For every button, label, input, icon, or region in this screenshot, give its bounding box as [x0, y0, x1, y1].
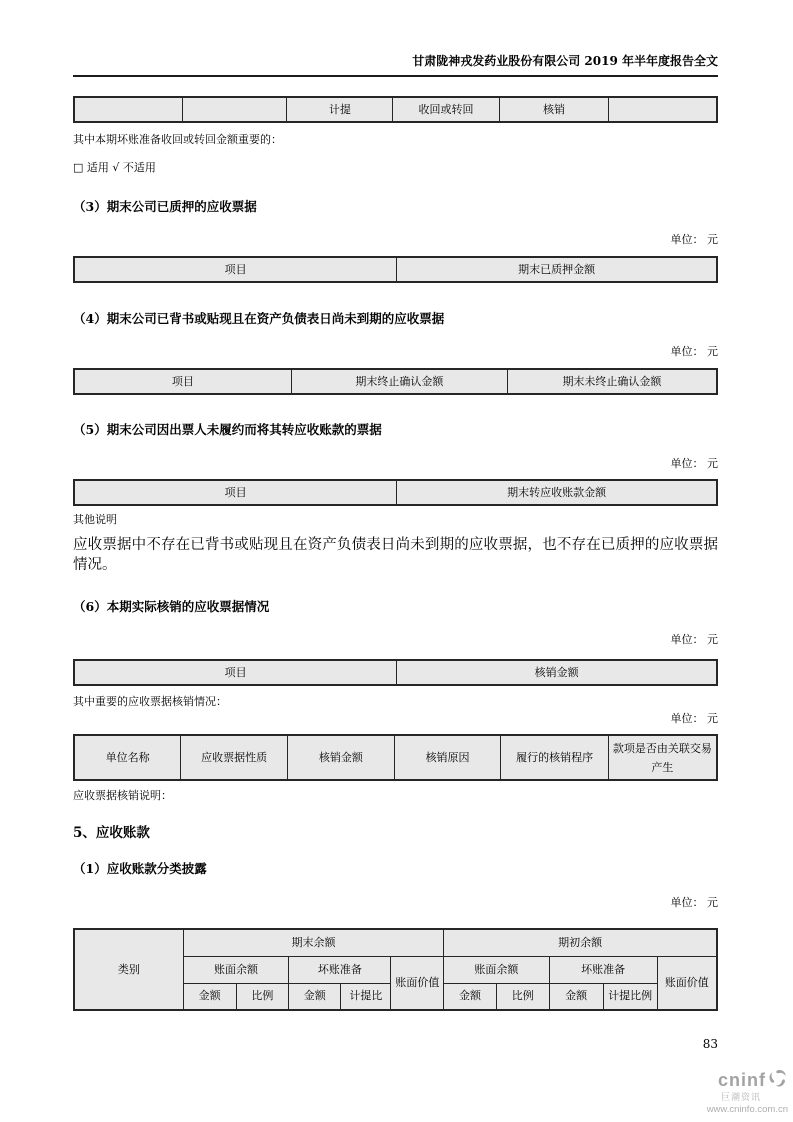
table-header-cell: 项目: [74, 257, 397, 282]
table-header-cell: 收回或转回: [393, 97, 499, 122]
pledged-notes-table: [73, 256, 718, 283]
endorsed-notes-table: [73, 368, 718, 395]
provision-summary-table: [73, 96, 718, 123]
important-writeoff-table: [73, 734, 718, 781]
table-header-cell: [74, 97, 183, 122]
table-header-cell: 项目: [74, 369, 291, 394]
unit-label: 单位： 元: [670, 345, 718, 358]
table-header-cell: [183, 97, 287, 122]
table-header-cell: 计提比例: [603, 983, 657, 1010]
table-header-cell: 期初余额: [444, 929, 717, 956]
unit-label: 单位： 元: [670, 896, 718, 909]
writeoff-notes-table: [73, 659, 718, 686]
other-note-label: 其他说明: [73, 513, 117, 526]
section-title-5: （5）期末公司因出票人未履约而将其转应收账款的票据: [73, 422, 382, 437]
section-title-6: （6）本期实际核销的应收票据情况: [73, 599, 270, 614]
table-header-cell: 核销金额: [287, 735, 394, 780]
section-title-3: （3）期末公司已质押的应收票据: [73, 199, 257, 214]
table-header-cell: 期末已质押金额: [397, 257, 717, 282]
table-header-cell: 期末未终止确认金额: [507, 369, 717, 394]
section-title-ar: 5、应收账款: [73, 825, 150, 841]
table-header-cell: 账面价值: [657, 956, 717, 1010]
table-header-cell: [609, 97, 717, 122]
table-header-cell: 期末转应收账款金额: [397, 480, 717, 505]
cninfo-logo: [658, 1068, 788, 1115]
page-number: 83: [702, 1037, 718, 1051]
cninfo-swirl-icon: [768, 1068, 788, 1093]
table-header-cell: 金额: [444, 983, 497, 1010]
accounts-receivable-classification-table: [73, 928, 718, 1011]
section-title-4: （4）期末公司已背书或贴现且在资产负债表日尚未到期的应收票据: [73, 311, 445, 326]
table-header-cell: 比例: [236, 983, 289, 1010]
cninfo-logo-text: cninf: [718, 1070, 766, 1090]
other-note-paragraph: 应收票据中不存在已背书或贴现且在资产负债表日尚未到期的应收票据，也不存在已质押的应收票据情况。: [73, 537, 718, 573]
cninfo-logo-url: www.cninfo.com.cn: [706, 1104, 788, 1115]
table-header-cell: 金额: [549, 983, 603, 1010]
table-header-cell: 核销金额: [397, 660, 717, 685]
table-header-cell: 类别: [74, 929, 183, 1010]
table-header-cell: 计提: [287, 97, 393, 122]
table-header-cell: 应收票据性质: [181, 735, 288, 780]
table-header-cell: 履行的核销程序: [501, 735, 608, 780]
table-header-cell: 项目: [74, 480, 397, 505]
recovery-note: 其中本期坏账准备收回或转回金额重要的：: [73, 133, 282, 146]
table-header-cell: 计提比: [341, 983, 391, 1010]
table-header-cell: 金额: [183, 983, 236, 1010]
table-header-cell: 核销原因: [394, 735, 501, 780]
unit-label: 单位： 元: [670, 457, 718, 470]
subsection-title-ar-1: （1）应收账款分类披露: [73, 861, 207, 876]
table-header-cell: 账面余额: [183, 956, 288, 983]
table-header-cell: 款项是否由关联交易产生: [608, 735, 717, 780]
table-header-cell: 比例: [496, 983, 549, 1010]
applicable-checkbox-line: □ 适用 √ 不适用: [73, 161, 156, 174]
unit-label: 单位： 元: [670, 233, 718, 246]
table-header-cell: 坏账准备: [289, 956, 391, 983]
table-header-cell: 单位名称: [74, 735, 181, 780]
cninfo-logo-chinese: 巨潮资讯: [720, 1092, 761, 1102]
unit-label: 单位： 元: [670, 633, 718, 646]
writeoff-explanation-note: 应收票据核销说明：: [73, 789, 172, 802]
important-writeoff-note: 其中重要的应收票据核销情况：: [73, 695, 227, 708]
unit-label: 单位： 元: [670, 712, 718, 725]
document-header-title: 甘肃陇神戎发药业股份有限公司 2019 年半年度报告全文: [73, 53, 718, 77]
table-header-cell: 坏账准备: [549, 956, 657, 983]
table-header-cell: 项目: [74, 660, 397, 685]
table-header-cell: 核销: [499, 97, 609, 122]
table-header-cell: 期末终止确认金额: [291, 369, 507, 394]
transferred-notes-table: [73, 479, 718, 506]
table-header-cell: 账面余额: [444, 956, 549, 983]
table-header-cell: 期末余额: [183, 929, 443, 956]
table-header-cell: 账面价值: [391, 956, 444, 1010]
table-header-cell: 金额: [289, 983, 341, 1010]
